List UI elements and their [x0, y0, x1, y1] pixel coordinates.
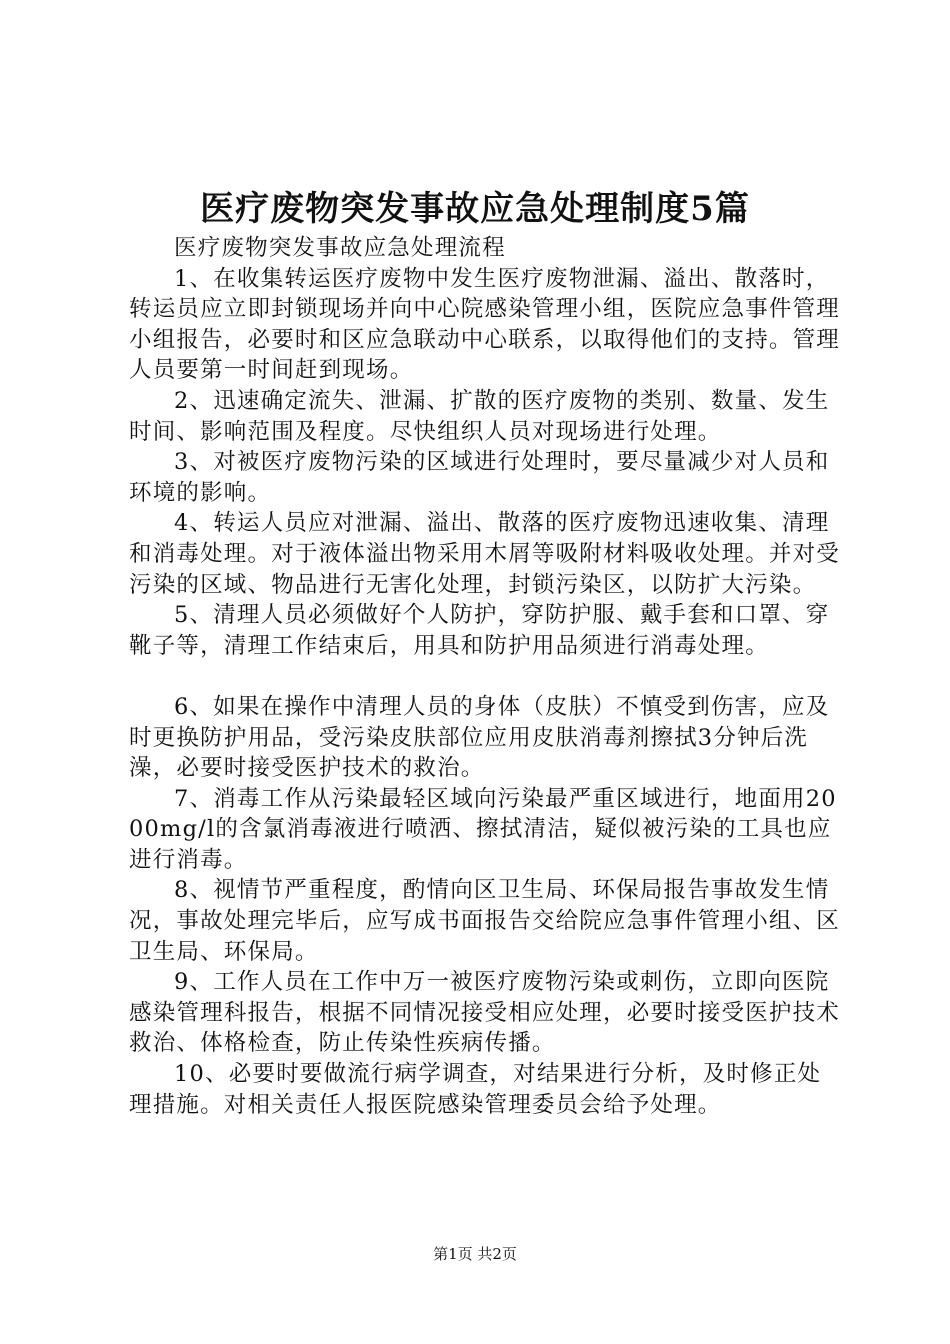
paragraph-item-5: 5、清理人员必须做好个人防护，穿防护服、戴手套和口罩、穿靴子等，清理工作结束后，用具和防护用品须进行消毒处理。	[129, 602, 830, 659]
paragraph-item-6: 6、如果在操作中清理人员的身体（皮肤）不慎受到伤害，应及时更换防护用品，受污染皮肤部位应用皮肤消毒剂擦拭3分钟后洗澡，必要时接受医护技术的救治。	[129, 693, 830, 782]
page-number-footer: 第1页 共2页	[433, 1245, 517, 1263]
paragraph-item-2: 2、迅速确定流失、泄漏、扩散的医疗废物的类别、数量、发生时间、影响范围及程度。尽快组织人员对现场进行处理。	[129, 387, 830, 445]
paragraph-item-4: 4、转运人员应对泄漏、溢出、散落的医疗废物迅速收集、清理和消毒处理。对于液体溢出物采用木屑等吸附材料吸收处理。并对受污染的区域、物品进行无害化处理，封锁污染区，以防扩大污染。	[129, 510, 841, 598]
paragraph-item-10: 10、必要时要做流行病学调查，对结果进行分析，及时修正处理措施。对相关责任人报医院感染管理委员会给予处理。	[129, 1061, 822, 1118]
section-heading: 医疗废物突发事故应急处理流程	[174, 235, 506, 261]
paragraph-item-1: 1、在收集转运医疗废物中发生医疗废物泄漏、溢出、散落时，转运员应立即封锁现场并向中心院感染管理小组，医院应急事件管理小组报告，必要时和区应急联动中心联系，以取得他们的支持。管理人员要第一时间赶到现场。	[129, 265, 841, 384]
paragraph-item-8: 8、视情节严重程度，酌情向区卫生局、环保局报告事故发生情况，事故处理完毕后，应写成书面报告交给院应急事件管理小组、区卫生局、环保局。	[129, 877, 841, 965]
document-title: 医疗废物突发事故应急处理制度5篇	[200, 189, 750, 229]
document-body	[129, 233, 841, 1120]
paragraph-item-3: 3、对被医疗废物污染的区域进行处理时，要尽量减少对人员和环境的影响。	[129, 449, 830, 506]
paragraph-item-7: 7、消毒工作从污染最轻区域向污染最严重区域进行，地面用2000mg/l的含氯消毒液进行喷洒、擦拭清洁，疑似被污染的工具也应进行消毒。	[129, 785, 837, 873]
paragraph-item-9: 9、工作人员在工作中万一被医疗废物污染或刺伤，立即向医院感染管理科报告，根据不同情况接受相应处理，必要时接受医护技术救治、体格检查，防止传染性疾病传播。	[129, 969, 841, 1057]
